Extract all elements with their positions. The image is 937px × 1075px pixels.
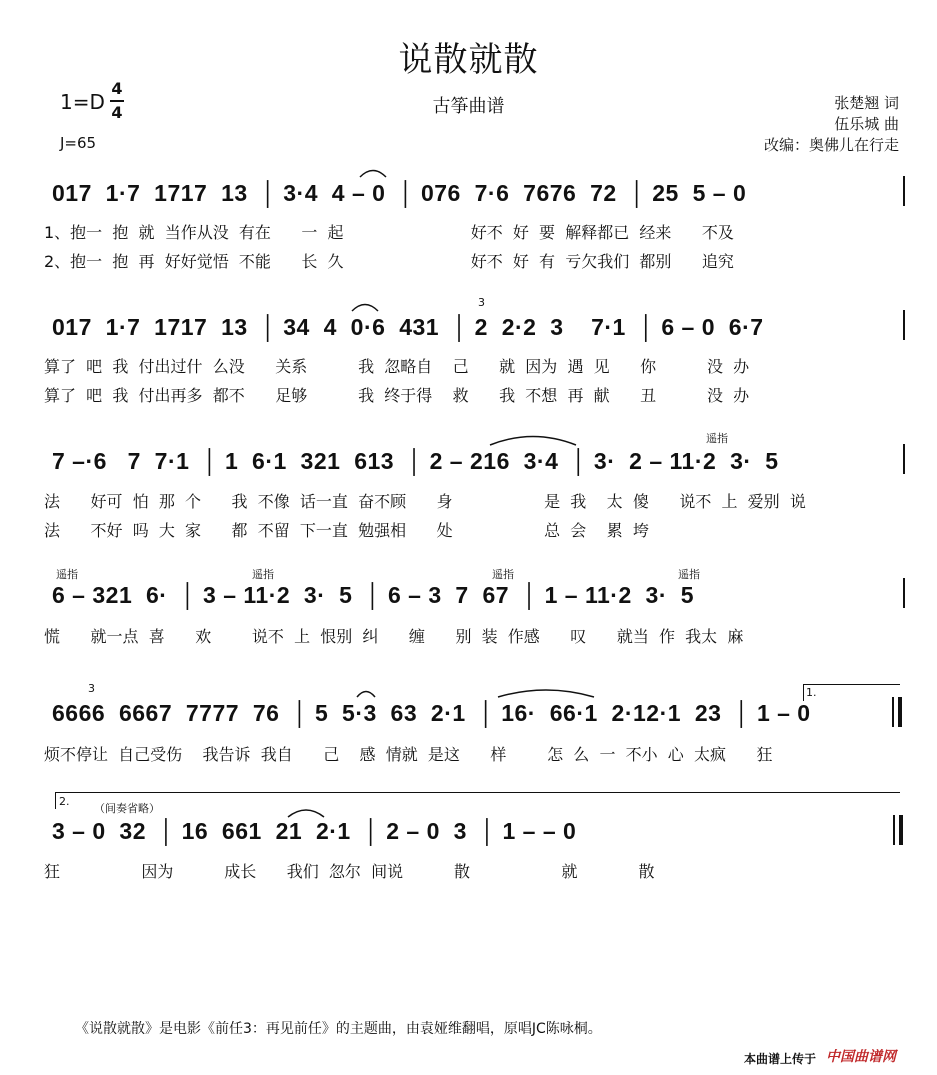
volta-first-label: 1. (806, 686, 817, 699)
lyric-line-2-verse-1: 算了 吧 我 付出过什 么没 关系 我 忽略自 己 就 因为 遇 见 你 没 办 (44, 357, 750, 376)
upload-text: 本曲谱上传于 (744, 1052, 817, 1066)
lyric-line-3-verse-2: 法 不好 吗 大 家 都 不留 下一直 勉强相 处 总 会 累 垮 (44, 521, 649, 540)
tempo-marking: J=65 (60, 134, 97, 152)
score-subtitle: 古筝曲谱 (432, 96, 505, 117)
bar-line (903, 578, 905, 608)
volta-second-label: 2. (59, 795, 70, 808)
bar-line (903, 444, 905, 474)
score-line-2: 017 1·7 1717 13 │ 34 4 0·6 431 │ 2 2·2 3 7·1 │ 6 – 0 6·7 (52, 314, 764, 340)
lyric-line-5: 烦不停让 自己受伤 我告诉 我自 己 感 情就 是这 样 怎 么 一 不小 心 太疯 狂 (44, 745, 773, 764)
lyric-line-3-verse-1: 法 好可 怕 那 个 我 不像 话一直 奋不顾 身 是 我 太 傻 说不 上 爱别 说 (44, 492, 806, 511)
score-line-6: 3 – 0 32 │ 16 661 21 2·1 │ 2 – 0 3 │ 1 – – 0 (52, 818, 577, 844)
triplet-mark: 3 (88, 682, 95, 695)
score-line-1: 017 1·7 1717 13 │ 3·4 4 – 0 │ 076 7·6 7676 72 │ 25 5 – 0 (52, 180, 747, 206)
time-signature-bottom: 4 (111, 103, 123, 122)
volta-second-ending (55, 792, 900, 809)
interlude-note: （间奏省略） (94, 802, 160, 815)
lyric-line-4: 慌 就一点 喜 欢 说不 上 恨别 纠 缠 别 装 作感 叹 就当 作 我太 麻 (44, 627, 744, 646)
slur-mark (488, 432, 578, 446)
technique-mark: 遥指 (706, 432, 728, 445)
technique-mark: 遥指 (492, 568, 514, 581)
volta-first-ending (803, 684, 900, 701)
technique-mark: 遥指 (678, 568, 700, 581)
slur-mark (355, 688, 377, 698)
score-line-4: 6 – 321 6· │ 3 – 11·2 3· 5 │ 6 – 3 7 67 │ 1 – 11·2 3· 5 (52, 582, 695, 608)
lyric-line-1-verse-2: 2、抱一 抱 再 好好觉悟 不能 长 久 好不 好 有 亏欠我们 都别 追究 (44, 252, 734, 271)
repeat-end-bar (898, 697, 902, 727)
triplet-mark: 3 (478, 296, 485, 309)
time-signature-top: 4 (111, 79, 123, 98)
bar-line (893, 815, 895, 845)
slur-mark (286, 806, 326, 818)
technique-mark: 遥指 (56, 568, 78, 581)
time-signature (110, 80, 124, 122)
arranger-credit: 改编：奥佛儿在行走 (763, 136, 899, 154)
score-line-5: 6666 6667 7777 76 │ 5 5·3 63 2·1 │ 16· 66·1 2·12·1 23 │ 1 – 0 (52, 700, 811, 726)
final-bar (899, 815, 903, 845)
lyric-line-1-verse-1: 1、抱一 抱 就 当作从没 有在 一 起 好不 好 要 解释都已 经来 不及 (44, 223, 734, 242)
technique-mark: 遥指 (252, 568, 274, 581)
brand-logo[interactable]: 中国曲谱网 (826, 1049, 896, 1065)
footnote: 《说散就散》是电影《前任3：再见前任》的主题曲，由袁娅维翻唱，原唱JC陈咏桐。 (75, 1021, 602, 1037)
composer-credit: 伍乐城 曲 (834, 115, 899, 133)
song-title: 说散就散 (398, 40, 539, 80)
lyric-line-2-verse-2: 算了 吧 我 付出再多 都不 足够 我 终于得 救 我 不想 再 献 丑 没 办 (44, 386, 750, 405)
lyricist-credit: 张楚翘 词 (834, 94, 899, 112)
lyric-line-6: 狂 因为 成长 我们 忽尔 间说 散 就 散 (44, 862, 655, 881)
bar-line (903, 310, 905, 340)
slur-mark (496, 686, 596, 698)
score-line-3: 7 –·6 7 7·1 │ 1 6·1 321 613 │ 2 – 216 3·4 │ 3· 2 – 11·2 3· 5 (52, 448, 779, 474)
slur-mark (350, 300, 380, 312)
key-signature: 1=D (60, 90, 105, 114)
bar-line (903, 176, 905, 206)
slur-mark (358, 166, 388, 178)
bar-line (892, 697, 894, 727)
